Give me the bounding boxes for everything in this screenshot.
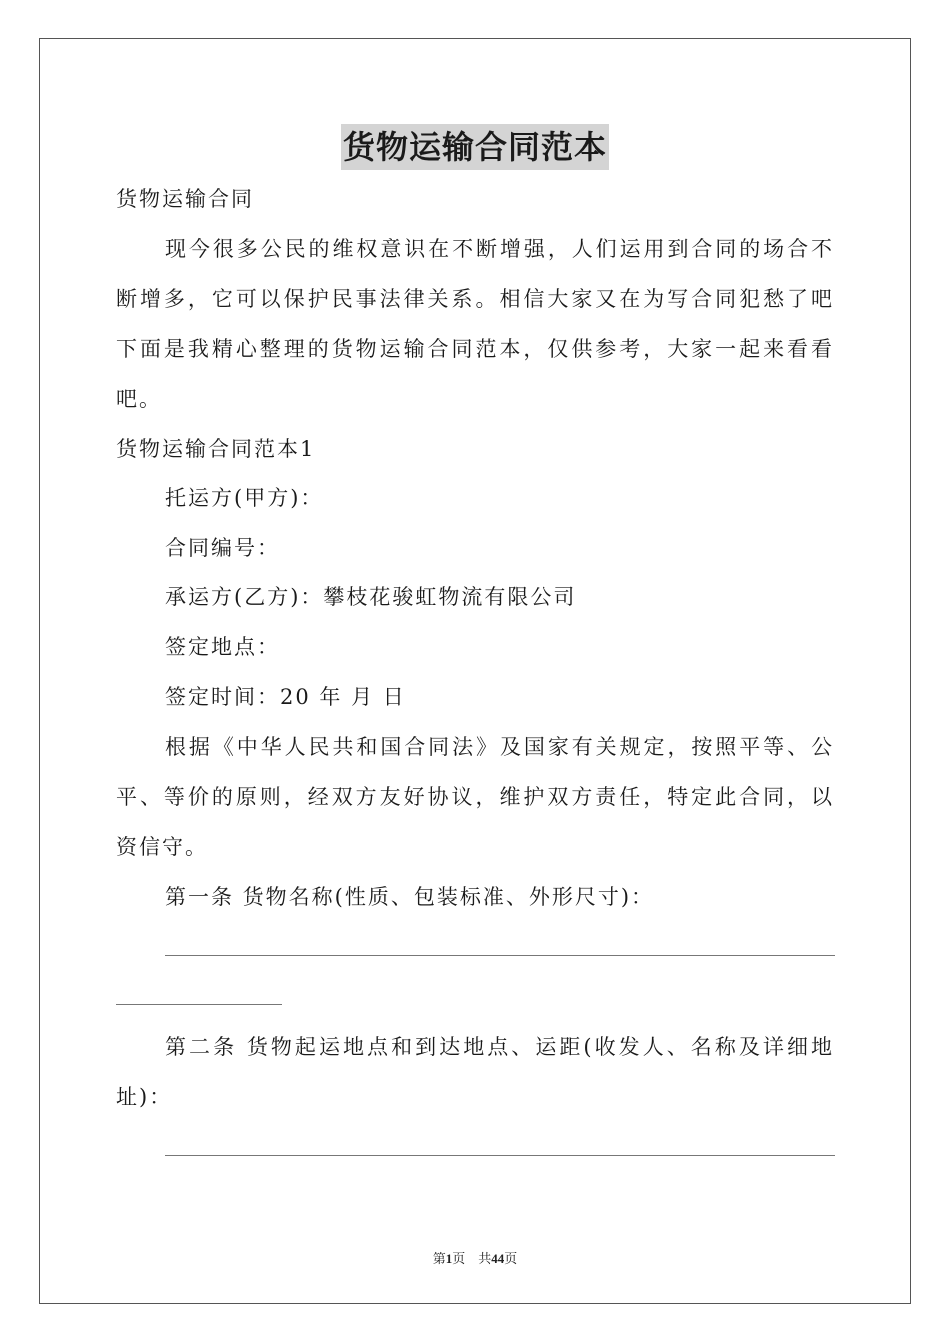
- page-footer: [0, 1248, 950, 1267]
- basis-line-2: 平、等价的原则，经双方友好协议，维护双方责任，特定此合同，以: [116, 785, 834, 809]
- article-2-line-2: 址)：: [116, 1085, 173, 1109]
- field-shipper: 托运方(甲方)：: [165, 486, 324, 510]
- intro-line-2: 断增多，它可以保护民事法律关系。相信大家又在为写合同犯愁了吧: [116, 287, 834, 311]
- footer-total-prefix: 共: [478, 1251, 492, 1266]
- intro-line-1: 现今很多公民的维权意识在不断增强，人们运用到合同的场合不: [165, 237, 834, 261]
- intro-line-3: 下面是我精心整理的货物运输合同范本，仅供参考，大家一起来看看: [116, 337, 834, 361]
- intro-line-4: 吧。: [116, 387, 162, 411]
- field-sign-place: 签定地点：: [165, 635, 280, 659]
- footer-total-pages: 44: [491, 1251, 505, 1266]
- basis-line-3: 资信守。: [116, 835, 208, 859]
- footer-page-suffix: 页: [452, 1251, 466, 1266]
- field-carrier: 承运方(乙方)：攀枝花骏虹物流有限公司: [165, 585, 577, 609]
- fill-in-line: [116, 1004, 282, 1005]
- footer-total-suffix: 页: [504, 1251, 518, 1266]
- basis-line-1: 根据《中华人民共和国合同法》及国家有关规定，按照平等、公: [165, 735, 834, 759]
- article-1: 第一条 货物名称(性质、包装标准、外形尺寸)：: [165, 885, 655, 909]
- footer-page-number: 1: [445, 1251, 453, 1266]
- page-frame: [39, 38, 911, 1304]
- field-sign-time: 签定时间：20 年 月 日: [165, 685, 406, 709]
- document-title: 货物运输合同范本: [341, 124, 609, 170]
- subtitle: 货物运输合同: [116, 187, 254, 211]
- footer-prefix: 第: [432, 1251, 446, 1266]
- article-2-line-1: 第二条 货物起运地点和到达地点、运距(收发人、名称及详细地: [165, 1035, 834, 1059]
- fill-in-line: [165, 955, 835, 956]
- field-contract-no: 合同编号：: [165, 536, 280, 560]
- title-container: [0, 124, 950, 170]
- fill-in-line: [165, 1155, 835, 1156]
- section-heading: 货物运输合同范本1: [116, 437, 316, 461]
